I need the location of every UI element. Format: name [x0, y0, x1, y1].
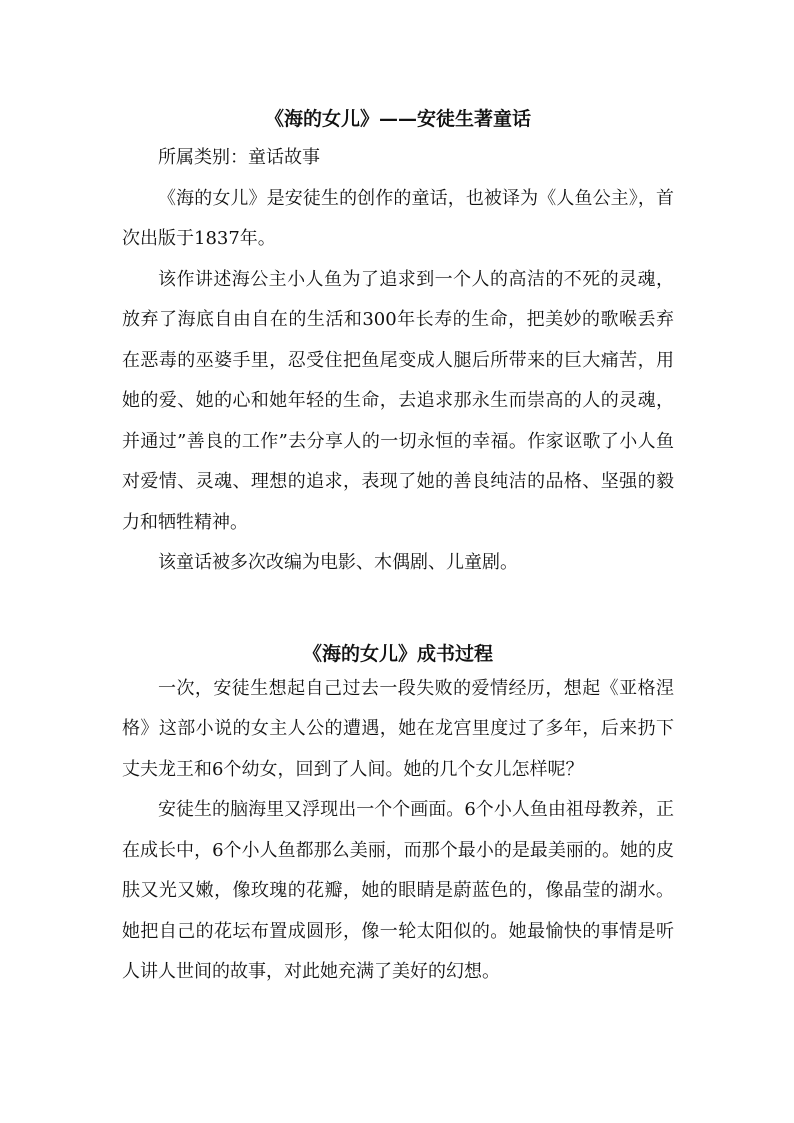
section-title-1: 《海的女儿》——安徒生著童话 [264, 108, 531, 130]
origin-paragraph-1: 一次，安徒生想起自己过去一段失败的爱情经历，想起《亚格涅格》这部小说的女主人公的遭遇，她在龙宫里度过了多年，后来扔下丈夫龙王和6个幼女，回到了人间。她的几个女儿怎样呢？ [122, 677, 674, 780]
section-title-2: 《海的女儿》成书过程 [302, 642, 493, 665]
category-line: 所属类别：童话故事 [158, 147, 320, 168]
origin-paragraph-2: 安徒生的脑海里又浮现出一个个画面。6个小人鱼由祖母教养，正在成长中，6个小人鱼都那么美丽，而那个最小的是最美丽的。她的皮肤又光又嫩，像玫瑰的花瓣，她的眼睛是蔚蓝色的，像晶莹的湖水。她把自己的花坛布置成圆形，像一轮太阳似的。她最愉快的事情是听人讲人世间的故事，对此她充满了美好的幻想。 [122, 799, 674, 982]
intro-paragraph: 《海的女儿》是安徒生的创作的童话，也被译为《人鱼公主》，首次出版于1837年。 [122, 187, 674, 249]
story-summary-paragraph: 该作讲述海公主小人鱼为了追求到一个人的高洁的不死的灵魂，放弃了海底自由自在的生活和300年长寿的生命，把美妙的歌喉丢弃在恶毒的巫婆手里，忍受住把鱼尾变成人腿后所带来的巨大痛苦，用她的爱、她的心和她年轻的生命，去追求那永生而崇高的人的灵魂，并通过”善良的工作”去分享人的一切永恒的幸福。作家讴歌了小人鱼对爱情、灵魂、理想的追求，表现了她的善良纯洁的品格、坚强的毅力和牺牲精神。 [122, 268, 674, 533]
adaptation-paragraph: 该童话被多次改编为电影、木偶剧、儿童剧。 [158, 552, 518, 573]
